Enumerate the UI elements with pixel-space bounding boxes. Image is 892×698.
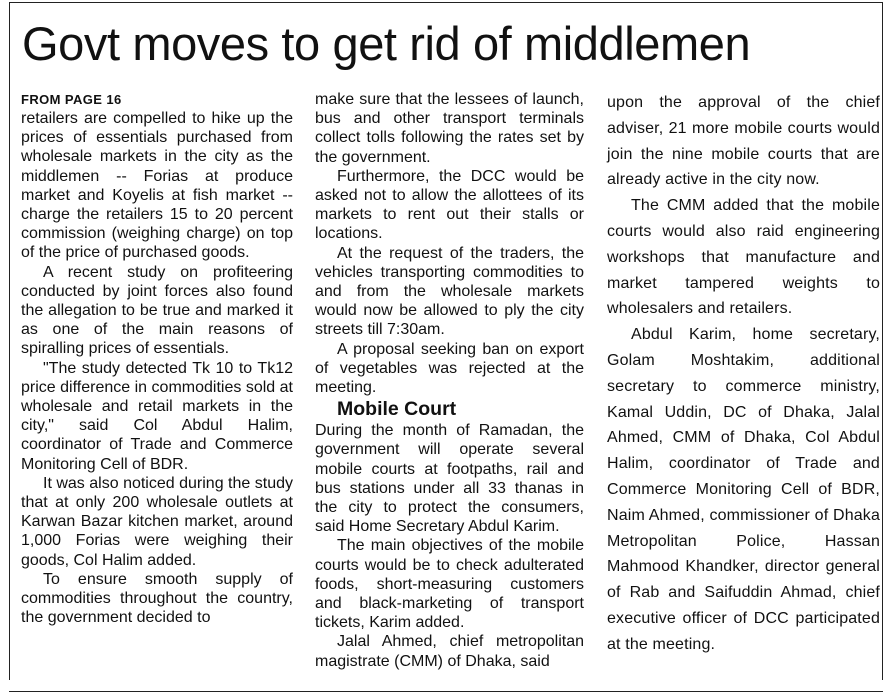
paragraph: upon the approval of the chief adviser, 21 more mobile courts would join the nine mobile courts that are already active in the city now.	[607, 94, 880, 189]
column-1	[21, 90, 293, 627]
paragraph: Abdul Karim, home secretary, Golam Moshtakim, additional secretary to commerce ministry, Kamal Uddin, DC of Dhaka, Jalal Ahmed, CMM of Dhaka, Col Abdul Halim, coordinator of Trade and Commerce Monitoring Cell of BDR, Naim Ahmed, commissioner of Dhaka Metropolitan Police, Hassan Mahmood Khandker, director general of Rab and Saifuddin Ahmad, chief executive officer of DCC participated at the meeting.	[607, 326, 880, 653]
bottom-rule	[9, 691, 883, 692]
paragraph: A recent study on profiteering conducted by joint forces also found the allegation to be true and marked it as one of the main reasons of spiralling prices of essentials.	[21, 263, 293, 358]
paragraph: During the month of Ramadan, the government will operate several mobile courts at footpaths, rail and bus stations under all 33 thanas in the city to protect the consumers, said Home Secretary Abdul Karim.	[315, 422, 584, 536]
subheading: Mobile Court	[337, 398, 457, 421]
paragraph: retailers are compelled to hike up the prices of essentials purchased from wholesale markets in the city as the middlemen -- Forias at produce market and Koyelis at fish market -- charge the retailers 15 to 20 percent commission (weighing charge) on top of the price of purchased goods.	[21, 110, 293, 262]
paragraph: The CMM added that the mobile courts would also raid engineering workshops that manufacture and market tampered weights to wholesalers and retailers.	[607, 197, 880, 318]
right-rule	[882, 2, 883, 680]
paragraph: To ensure smooth supply of commodities throughout the country, the government decided to	[21, 570, 293, 627]
paragraph: "The study detected Tk 10 to Tk12 price difference in commodities sold at wholesale and retail markets in the city," said Col Abdul Halim, coordinator of Trade and Commerce Monitoring Cell of BDR.	[21, 359, 293, 473]
paragraph: At the request of the traders, the vehicles transporting commodities to and from the wholesale markets would now be allowed to ply the city streets till 7:30am.	[315, 244, 584, 339]
paragraph: It was also noticed during the study that at only 200 wholesale outlets at Karwan Bazar kitchen market, around 1,000 Forias were weighing their goods, Col Halim added.	[21, 474, 293, 569]
headline: Govt moves to get rid of middlemen	[22, 17, 751, 70]
paragraph: A proposal seeking ban on export of vegetables was rejected at the meeting.	[315, 340, 584, 397]
paragraph: The main objectives of the mobile courts would be to check adulterated foods, short-measuring customers and black-marketing of transport tickets, Karim added.	[315, 537, 584, 632]
paragraph: make sure that the lessees of launch, bus and other transport terminals collect tolls following the rates set by the government.	[315, 91, 584, 166]
column-3	[607, 90, 880, 658]
top-rule	[9, 2, 883, 3]
column-2	[315, 90, 584, 671]
left-rule	[9, 2, 10, 680]
paragraph: Jalal Ahmed, chief metropolitan magistrate (CMM) of Dhaka, said	[315, 633, 584, 670]
paragraph: Furthermore, the DCC would be asked not to allow the allottees of its markets to rent out their stalls or locations.	[315, 167, 584, 243]
kicker: FROM PAGE 16	[21, 92, 122, 107]
